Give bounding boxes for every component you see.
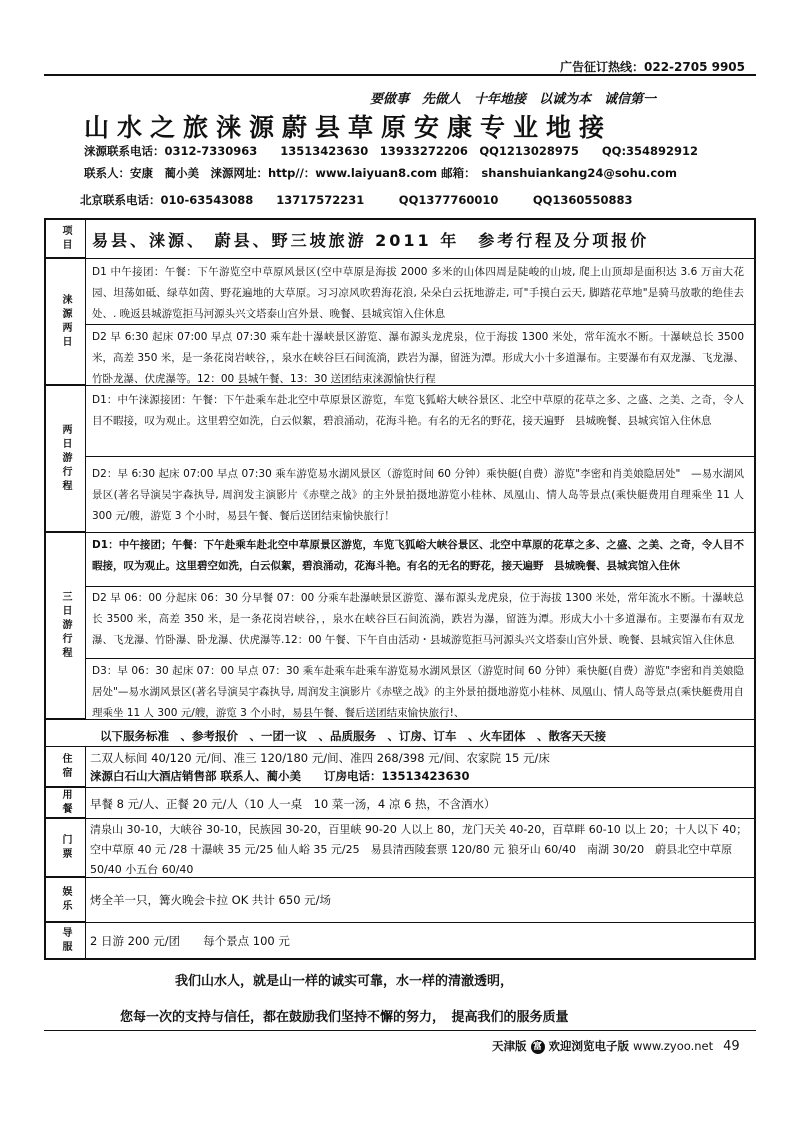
promo-text: 欢迎浏览电子版 [548, 1039, 630, 1053]
lodging-label-cell [46, 747, 86, 787]
section-label: 两日游行程 [60, 423, 71, 494]
header-label-cell [46, 220, 86, 258]
site-link[interactable]: www.zyoo.net [633, 1039, 714, 1053]
entertainment-label: 娱乐 [60, 885, 71, 914]
contact-line-3: 北京联系电话：010-63543088 13717572231 QQ1377760010 QQ1360550883 [80, 193, 633, 207]
main-title: 山水之旅涞源蔚县草原安康专业地接 [84, 113, 613, 142]
entertainment-text: 烤全羊一只，篝火晚会卡拉 OK 共计 650 元/场 [90, 893, 332, 907]
header-label: 项目 [60, 224, 71, 253]
section2-day2: D2：早 6:30 起床 07:00 早点 07:30 乘车游览易水湖风景区（游览时间 60 分钟）乘快艇(自费）游览"李密和肖美娘隐居处" —易水湖风景区(著名导演吴宇森执导, 周润发主演影片《赤壁之战》的主外景拍摄地游览小桂林、凤凰山、情人岛等景点(乘快艇费用自理乘坐 11 人 300 元/艘，游览 3 个小时，易县午餐、餐后送团结束愉快旅行！ [92, 468, 744, 522]
divider [86, 658, 754, 659]
motto-line-2: 您每一次的支持与信任，都在鼓励我们坚持不懈的努力， 提高我们的服务质量 [120, 1010, 569, 1025]
edition-label: 天津版 [492, 1039, 527, 1053]
section-label-cell [46, 533, 86, 719]
entertainment-label-cell [46, 878, 86, 922]
footer-bar [492, 1038, 740, 1054]
guide-text: 2 日游 200 元/团 每个景点 100 元 [90, 934, 290, 948]
divider [46, 532, 754, 533]
meals-text: 早餐 8 元/人、正餐 20 元/人（10 人一桌 10 菜一汤，4 凉 6 热，不含酒水） [90, 797, 496, 811]
section3-day3: D3：早 06：30 起床 07：00 早点 07：30 乘车赴乘车赴乘车游览易水湖风景区（游览时间 60 分钟）乘快艇(自费）游览"李密和肖美娘隐居处"—易水湖风景区(著名导演吴宇森执导, 周润发主演影片《赤壁之战》的主外景拍摄地游览小桂林、凤凰山、情人岛等景点(乘快艇费用自理乘坐 11 人 300 元/艘，游览 3 个小时，易县午餐、餐后送团结束愉快旅行!、 [92, 665, 744, 719]
section3-day1: D1：中午接团；午餐：下午赴乘车赴北空中草原景区游览，车览飞狐峪大峡谷景区、北空中草原的花草之多、之盛、之美、之奇，令人目不暇接，叹为观止。这里碧空如洗，白云似絮，碧浪涌动，花海斗艳。有名的无名的野花，接天遍野 县城晚餐、县城宾馆入住休 [92, 539, 744, 572]
page-number: 49 [723, 1039, 740, 1054]
services-line: 以下服务标准 、参考报价 、一团一议 、品质服务 、订房、订车 、火车团体 、散客天天接 [100, 729, 606, 743]
top-rule [44, 74, 756, 76]
lodging-hotel: 涞源白石山大酒店销售部 联系人、蔺小美 订房电话：13513423630 [90, 769, 470, 783]
divider [46, 787, 754, 788]
guide-label: 导服 [60, 926, 71, 955]
motto-line-1: 我们山水人，就是山一样的诚实可靠，水一样的清澈透明， [175, 974, 514, 989]
section-label: 三日游行程 [60, 590, 71, 661]
meals-label-cell [46, 788, 86, 818]
footer-rule [44, 1030, 756, 1031]
divider [46, 922, 754, 923]
section-label-cell [46, 259, 86, 385]
guide-label-cell [46, 923, 86, 958]
section-label: 涞源两日 [60, 293, 71, 350]
slogan: 要做事 先做人 十年地接 以诚为本 诚信第一 [370, 92, 657, 107]
contact-line-2: 联系人：安康 蔺小美 涞源网址：http//：www.laiyuan8.com 邮箱： shanshuiankang24@sohu.com [84, 166, 678, 180]
section-label-cell [46, 386, 86, 532]
divider [46, 385, 754, 386]
tickets-label-cell [46, 819, 86, 877]
section1-day2: D2 早 6:30 起床 07:00 早点 07:30 乘车赴十瀑峡景区游览、瀑布源头龙虎泉，位于海拔 1300 米处，常年流水不断。十瀑峡总长 3500 米，高差 350 米，是一条花岗岩峡谷，，泉水在峡谷巨石间流淌，跌岩为瀑，留涟为潭。形成大小十多道瀑布。主要瀑布有双龙瀑、飞龙瀑、竹卧龙瀑、伏虎瀑等。12：00 县城午餐、13：30 送团结束涞源愉快行程 [92, 331, 744, 385]
meals-label: 用餐 [60, 788, 71, 817]
contact-line-1: 涞源联系电话：0312-7330963 13513423630 13933272206 QQ1213028975 QQ:354892912 [84, 144, 699, 158]
divider [86, 324, 754, 325]
tickets-label: 门票 [60, 833, 71, 862]
divider [46, 877, 754, 878]
tickets-text: 清泉山 30-10，大峡谷 30-10，民族园 30-20，百里峡 90-20 人以上 80，龙门天关 40-20，百草畔 60-10 以上 20；十人以下 40； 空中草原 40 元 /28 十瀑峡 35 元/25 仙人峪 35 元/25 易县清西陵套票 120/80 元 狼牙山 60/40 南湖 30/20 蔚县北空中草原 50/40 小五台 60/40 [90, 823, 753, 876]
divider [46, 818, 754, 819]
section3-day2: D2 早 06：00 分起床 06：30 分早餐 07：00 分乘车赴瀑峡景区游览、瀑布源头龙虎泉，位于海拔 1300 米处，常年流水不断。十瀑峡总长 3500 米，高差 350 米，是一条花岗岩峡谷，，泉水在峡谷巨石间流淌，跌岩为瀑，留涟为潭。形成大小十多道瀑布。主要瀑布有双龙瀑、飞龙瀑、竹卧瀑、卧龙瀑、伏虎瀑等.12：00 午餐、下午自由活动・县城游览拒马河源头兴文塔泰山宫外景、晚餐、县城宾馆入住休息 [92, 592, 744, 646]
ad-hotline: 广告征订热线：022-2705 9905 [560, 60, 746, 74]
zyoo-logo-icon: 富 [531, 1040, 545, 1054]
divider [46, 719, 754, 720]
lodging-label: 住宿 [60, 752, 71, 781]
divider [46, 258, 754, 259]
divider [46, 746, 754, 747]
lodging-prices: 二双人标间 40/120 元/间、准三 120/180 元/间、准四 268/398 元/间、农家院 15 元/床 [90, 751, 550, 765]
table-title: 易县、涞源、 蔚县、野三坡旅游 2011 年 参考行程及分项报价 [92, 231, 650, 250]
section1-day1: D1 中午接团：午餐：下午游览空中草原风景区(空中草原是海拔 2000 多米的山体四周是陡峻的山坡, 爬上山顶却是面积达 3.6 万亩大花园、坦荡如砥、绿草如茵、野花遍地的大草原。习习凉风吹碧海花浪, 朵朵白云抚地游走, 可"手摸白云天, 脚踏花草地"是骑马放歌的绝佳去处、. 晚返县城游览拒马河源头兴文塔泰山宫外景、晚餐、县城宾馆入住休息 [92, 266, 744, 320]
section2-day1: D1：中午涞源接团：午餐：下午赴乘车赴北空中草原景区游览，车览飞狐峪大峡谷景区、北空中草原的花草之多、之盛、之美、之奇，令人目不暇接，叹为观止。这里碧空如洗，白云似絮，碧浪涌动，花海斗艳。有名的无名的野花，接天遍野 县城晚餐、县城宾馆入住休息 [92, 394, 744, 427]
divider [86, 586, 754, 587]
divider [86, 456, 754, 457]
